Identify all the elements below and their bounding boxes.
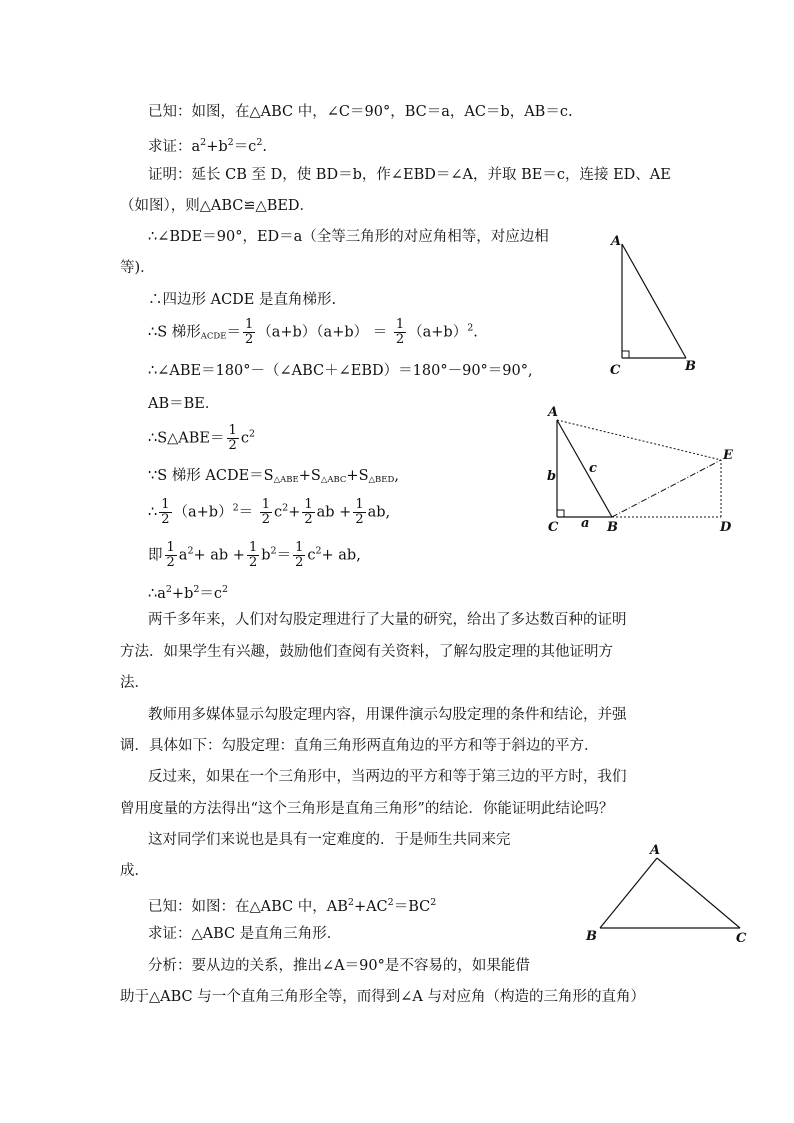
right-angle-mark <box>622 351 629 358</box>
paragraph-1-line-2: 方法．如果学生有兴趣，鼓励他们查阅有关资料，了解勾股定理的其他证明方 <box>120 644 613 660</box>
paragraph-4-line-2: 成． <box>120 863 149 879</box>
fraction: $\frac{1}{2}$ <box>248 540 258 570</box>
ab-be-line: AB＝BE． <box>148 396 220 412</box>
prove-line: 求证：$a^2+b^2=c^2$. <box>148 137 267 155</box>
angle-abe-line: ∴∠ABE＝180°－（∠ABC＋∠EBD）＝180°－90°＝90°, <box>148 363 533 379</box>
paragraph-2-line-1: 教师用多媒体显示勾股定理内容，用课件演示勾股定理的条件和结论，并强 <box>148 707 627 723</box>
fraction: $\frac{1}{2}$ <box>244 317 254 347</box>
right-angle-mark <box>557 510 564 517</box>
label-side-a: a <box>581 516 590 531</box>
label-b: B <box>685 359 696 374</box>
given-line: 已知：如图，在△ABC 中，∠C＝90°，BC＝a，AC＝b，AB＝c. <box>148 104 573 120</box>
side-ab <box>622 244 686 358</box>
paragraph-1-line-1: 两千多年来，人们对勾股定理进行了大量的研究，给出了多达数百种的证明 <box>148 612 627 628</box>
paragraph-1-line-3: 法． <box>120 675 149 691</box>
conclusion-line: $\therefore a^2+b^2=c^2$ <box>148 584 229 602</box>
label-b: B <box>586 929 597 944</box>
fraction: $\frac{1}{2}$ <box>355 497 364 527</box>
proof-line-5: ∴四边形 ACDE 是直角梯形. <box>148 292 337 308</box>
label-a: A <box>650 843 661 858</box>
given-2-line: 已知：如图：在△ABC 中，$AB^2+AC^2=BC^2$ <box>148 897 437 915</box>
paragraph-2-line-2: 调．具体如下：勾股定理：直角三角形两直角边的平方和等于斜边的平方． <box>120 738 599 754</box>
paragraph-4-line-1: 这对同学们来说也是具有一定难度的．于是师生共同来完 <box>148 832 511 848</box>
fraction: $\frac{1}{2}$ <box>166 540 175 570</box>
label-c: C <box>548 520 559 535</box>
figure-triangle-abc <box>580 838 760 948</box>
fraction: $\frac{1}{2}$ <box>304 497 313 527</box>
proof-line-2: （如图），则△ABC≌△BED． <box>120 198 315 214</box>
side-be <box>612 460 721 517</box>
label-c: C <box>610 363 621 378</box>
fraction: $\frac{1}{2}$ <box>228 423 237 453</box>
side-ac <box>657 858 740 928</box>
fraction: $\frac{1}{2}$ <box>295 540 304 570</box>
proof-line-1: 证明：延长 CB 至 D，使 BD＝b，作∠EBD＝∠A，并取 BE＝c，连接 ED、AE <box>148 167 671 183</box>
simplified-line: 即 $\frac{1}{2}$ $a^2+$ ab + $\frac{1}{2}$ $b^2=$ $\frac{1}{2}$ $c^2+$ ab, <box>148 540 361 570</box>
paragraph-3-line-1: 反过来，如果在一个三角形中，当两边的平方和等于第三边的平方时，我们 <box>148 769 627 785</box>
figure-right-triangle <box>600 230 710 380</box>
triangle-abe-area-line: ∴S△ABE＝ $\frac{1}{2}$ $c^2$ <box>148 423 255 453</box>
label-c: C <box>736 931 747 946</box>
label-b: B <box>607 520 618 535</box>
side-ab <box>557 420 612 517</box>
analysis-line-1: 分析：要从边的关系，推出∠A＝90°是不容易的，如果能借 <box>148 958 530 974</box>
equation-line: ∴ $\frac{1}{2}$ $(a+b)^2=$ $\frac{1}{2}$ $c^2+$ $\frac{1}{2}$ ab + $\frac{1}{2}$ ab, <box>148 497 391 527</box>
label-a: A <box>548 405 559 420</box>
fraction: $\frac{1}{2}$ <box>261 497 271 527</box>
label-a: A <box>611 234 622 249</box>
trapezoid-area-line: ∴S 梯形$_{ACDE}$＝ $\frac{1}{2}$ （a+b）（a+b） ＝ $\frac{1}{2}$ $(a+b)^2$. <box>148 317 478 347</box>
label-side-c: c <box>589 461 597 476</box>
prove-2-line: 求证：△ABC 是直角三角形． <box>148 926 342 942</box>
proof-line-4: 等)． <box>120 260 155 276</box>
figure-trapezoid-proof <box>540 400 750 540</box>
paragraph-3-line-2: 曾用度量的方法得出“这个三角形是直角三角形”的结论．你能证明此结论吗？ <box>120 801 614 817</box>
area-sum-line: ∵S 梯形 $ACDE=S_{\triangle ABE}+S_{\triangle ABC}+S_{\triangle BED}$, <box>148 468 399 485</box>
label-e: E <box>723 448 733 463</box>
fraction: $\frac{1}{2}$ <box>161 497 170 527</box>
side-ab <box>600 858 657 928</box>
side-ae <box>557 420 721 460</box>
label-d: D <box>720 520 732 535</box>
label-side-b: b <box>547 469 557 484</box>
fraction: $\frac{1}{2}$ <box>395 317 405 347</box>
proof-line-3: ∴∠BDE＝90°，ED＝a（全等三角形的对应角相等，对应边相 <box>148 229 549 245</box>
analysis-line-2: 助于△ABC 与一个直角三角形全等，而得到∠A 与对应角（构造的三角形的直角） <box>120 989 645 1005</box>
